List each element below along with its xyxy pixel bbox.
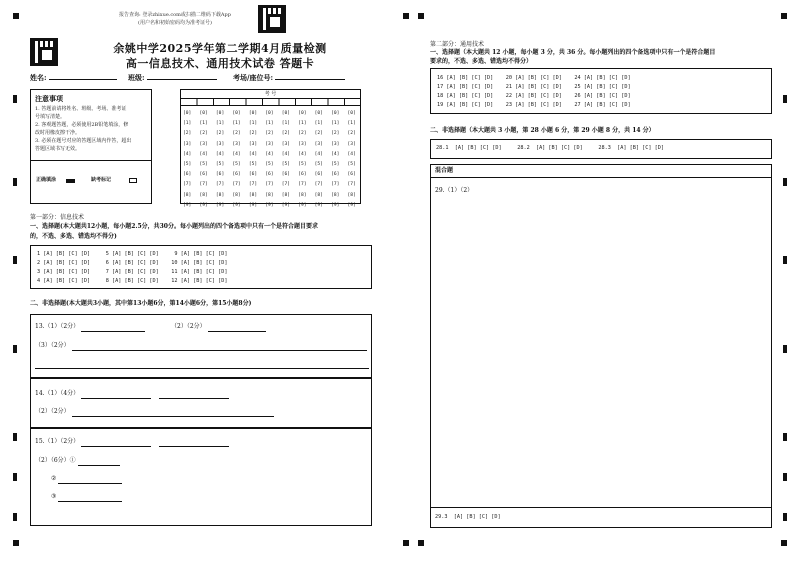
part1-heading: 第一部分：信息技术 [30,214,85,221]
timing-mark [13,513,17,521]
notes-divider [31,160,151,161]
note-item: 2. 客观题答题，必须使用2B铅笔填涂，修 [35,122,129,128]
name-field[interactable] [30,72,117,83]
corner-mark-bottom-left [13,540,19,546]
class-label: 班级: [128,73,145,82]
school-title: 余姚中学2025学年第二学期4月质量检测 [113,42,327,55]
q14-box[interactable] [30,378,372,428]
q28-options[interactable]: 28.1 [A] [B] [C] [D] 28.2 [A] [B] [C] [D] 28.3 [A] [B] [C] [D] [436,145,664,151]
timing-mark [13,345,17,353]
timing-mark [13,256,17,264]
answer-line[interactable] [72,344,367,351]
mc-row[interactable]: 3 [A] [B] [C] [D] 7 [A] [B] [C] [D] 11 [A] [B] [C] [D] [37,269,228,275]
exam-digit-column[interactable]: [0] [1] [2] [3] [4] [5] [6] [7] [8] [9] [298,111,307,208]
exam-number-label: 考 号 [181,90,360,99]
correct-fill-sample [66,179,75,183]
q13-box[interactable] [30,314,372,378]
mc-row[interactable]: 4 [A] [B] [C] [D] 8 [A] [B] [C] [D] 12 [A] [B] [C] [D] [37,278,228,284]
missing-mark-label: 缺考标记 [91,177,112,183]
part2-mc-box[interactable] [430,68,772,114]
exam-number-entry-row [181,99,360,106]
q15-part2[interactable] [35,456,120,466]
q13-part2[interactable] [171,322,266,332]
answer-line[interactable] [35,368,369,369]
login-hint: (用户名和初始密码均为准考证号) [138,20,212,26]
exam-digit-column[interactable]: [0] [1] [2] [3] [4] [5] [6] [7] [8] [9] [199,111,208,208]
class-line [147,72,217,80]
mc-row[interactable]: 2 [A] [B] [C] [D] 6 [A] [B] [C] [D] 10 [A] [B] [C] [D] [37,260,228,266]
q13-part3[interactable] [35,341,367,351]
q15-part2-b[interactable] [51,474,122,484]
room-seat-field[interactable] [233,72,345,83]
timing-mark [783,178,787,186]
exam-digit-column[interactable]: [0] [1] [2] [3] [4] [5] [6] [7] [8] [9] [248,111,258,208]
corner-mark-bottom-mid-right [418,540,424,546]
q13-1-label: 13.（1）（2分） [35,323,80,330]
q14-2-label: （2）（2分） [35,408,70,415]
report-query-note: 报告查询: 登录zhixue.com或扫描二维码下载App [119,12,231,18]
part2-nonmc-heading: 二、非选择题（本大题共 3 小题，第 28 小题 6 分，第 29 小题 8 分，共 14 分） [430,127,655,134]
q13-part1[interactable] [35,322,145,332]
corner-mark-top-left [13,13,19,19]
part1-mc-heading-2: 的，不选、多选、错选均不得分) [30,233,117,240]
part2-heading: 第二部分：通用技术 [430,41,485,48]
name-label: 姓名: [30,73,47,82]
name-line [49,72,117,80]
answer-line[interactable] [72,410,274,417]
q15-1-label: 15.（1）（2分） [35,438,80,445]
timing-mark [783,473,787,481]
answer-line[interactable] [58,495,122,502]
answer-line[interactable] [81,392,151,399]
q28-box[interactable] [430,139,772,159]
part2-mc-heading-2: 要求的，不选、多选、错选均不得分） [430,58,533,65]
q13-3-label: （3）（2分） [35,342,70,349]
corner-mark-bottom-mid-left [403,540,409,546]
note-item: 号填写清楚。 [35,114,66,120]
mc-row[interactable]: 19 [A] [B] [C] [D] 23 [A] [B] [C] [D] 27 [A] [B] [C] [D] [437,102,631,108]
correct-fill-label: 正确填涂 [36,177,57,183]
exam-number-grid[interactable] [180,89,361,208]
mc-row[interactable]: 18 [A] [B] [C] [D] 22 [A] [B] [C] [D] 26 [A] [B] [C] [D] [437,93,631,99]
timing-mark [13,473,17,481]
answer-line[interactable] [208,325,266,332]
q15-part1[interactable] [35,437,229,447]
q29-box[interactable] [430,164,772,528]
part1-nonmc-heading: 二、非选择题(本大题共3小题，其中第13小题6分，第14小题6分，第15小题8分) [30,300,252,307]
corner-mark-top-mid-left [403,13,409,19]
mc-row[interactable]: 1 [A] [B] [C] [D] 5 [A] [B] [C] [D] 9 [A] [B] [C] [D] [37,251,228,257]
q15-part2-c[interactable] [51,492,122,502]
notes-list [35,105,149,153]
note-item: 答题区域书写无效。 [35,146,81,152]
note-item: 改时用橡皮擦干净。 [35,130,81,136]
exam-digit-column[interactable]: [0] [1] [2] [3] [4] [5] [6] [7] [8] [9] [314,111,323,208]
q15-2c-label: ③ [51,493,57,500]
timing-mark [783,256,787,264]
app-qr-code [258,5,286,33]
exam-digit-column[interactable]: [0] [1] [2] [3] [4] [5] [6] [7] [8] [9] [331,111,340,208]
corner-mark-bottom-right [781,540,787,546]
timing-mark [13,178,17,186]
exam-digit-column[interactable]: [0] [1] [2] [3] [4] [5] [6] [7] [8] [9] [265,111,274,208]
corner-mark-top-right [781,13,787,19]
answer-line[interactable] [58,477,122,484]
exam-digit-column[interactable]: [0] [1] [2] [3] [4] [5] [6] [7] [8] [9] [215,111,225,208]
part1-mc-box[interactable] [30,245,372,289]
part1-mc-heading: 一、选择题(本大题共12小题，每小题2.5分，共30分。每小题列出的四个备选项中只有一个是符合题目要求 [30,223,318,230]
corner-mark-top-mid-right [418,13,424,19]
mc-row[interactable]: 16 [A] [B] [C] [D] 20 [A] [B] [C] [D] 24 [A] [B] [C] [D] [437,75,631,81]
timing-mark [783,95,787,103]
note-item: 1. 答题前请将姓名、班级、考场、准考证 [35,106,127,112]
q14-part1[interactable] [35,389,229,399]
q14-1-label: 14.（1）（4分） [35,390,80,397]
q15-2b-label: ② [51,475,57,482]
missing-mark-box[interactable] [129,178,137,183]
q29-3-options[interactable]: 29.3 [A] [B] [C] [D] [435,514,501,520]
answer-line[interactable] [81,440,151,447]
answer-line[interactable] [78,459,120,466]
q14-part2[interactable] [35,407,274,417]
note-item: 3. 必须在题号对应的答题区域内作答，超出 [35,138,132,144]
answer-line[interactable] [81,325,145,332]
q29-label: 29.（1）（2） [435,187,474,194]
exam-digit-column[interactable]: [0] [1] [2] [3] [4] [5] [6] [7] [8] [9] [232,111,241,208]
q29-divider [431,177,771,178]
timing-mark [783,433,787,441]
mc-row[interactable]: 17 [A] [B] [C] [D] 21 [A] [B] [C] [D] 25 [A] [B] [C] [D] [437,84,631,90]
room-seat-label: 考场/座位号: [233,73,274,82]
q15-2-label: （2）（6分）① [35,457,76,464]
exam-digit-column[interactable]: [0] [1] [2] [3] [4] [5] [6] [7] [8] [9] [183,111,192,208]
notes-box [30,89,152,204]
q15-box[interactable] [30,428,372,526]
timing-mark [13,95,17,103]
room-seat-line [275,72,345,80]
exam-digit-column[interactable]: [0] [1] [2] [3] [4] [5] [6] [7] [8] [9] [347,111,356,208]
notes-title: 注意事项 [35,94,63,103]
timing-mark [783,345,787,353]
student-qr-code [30,38,58,66]
timing-mark [783,513,787,521]
answer-line[interactable] [159,440,229,447]
q13-2-label: （2）（2分） [171,323,206,330]
exam-digit-column[interactable]: [0] [1] [2] [3] [4] [5] [6] [7] [8] [9] [281,111,291,208]
part2-mc-heading: 一、选择题（本大题共 12 小题，每小题 3 分，共 36 分。每小题列出的四个备选项中只有一个是符合题目 [430,49,716,56]
class-field[interactable] [128,72,217,83]
timing-mark [13,433,17,441]
mixed-question-title: 混合题 [435,167,454,174]
q29-3-divider [431,507,771,508]
answer-line[interactable] [159,392,229,399]
exam-title: 高一信息技术、通用技术试卷 答题卡 [125,57,315,70]
